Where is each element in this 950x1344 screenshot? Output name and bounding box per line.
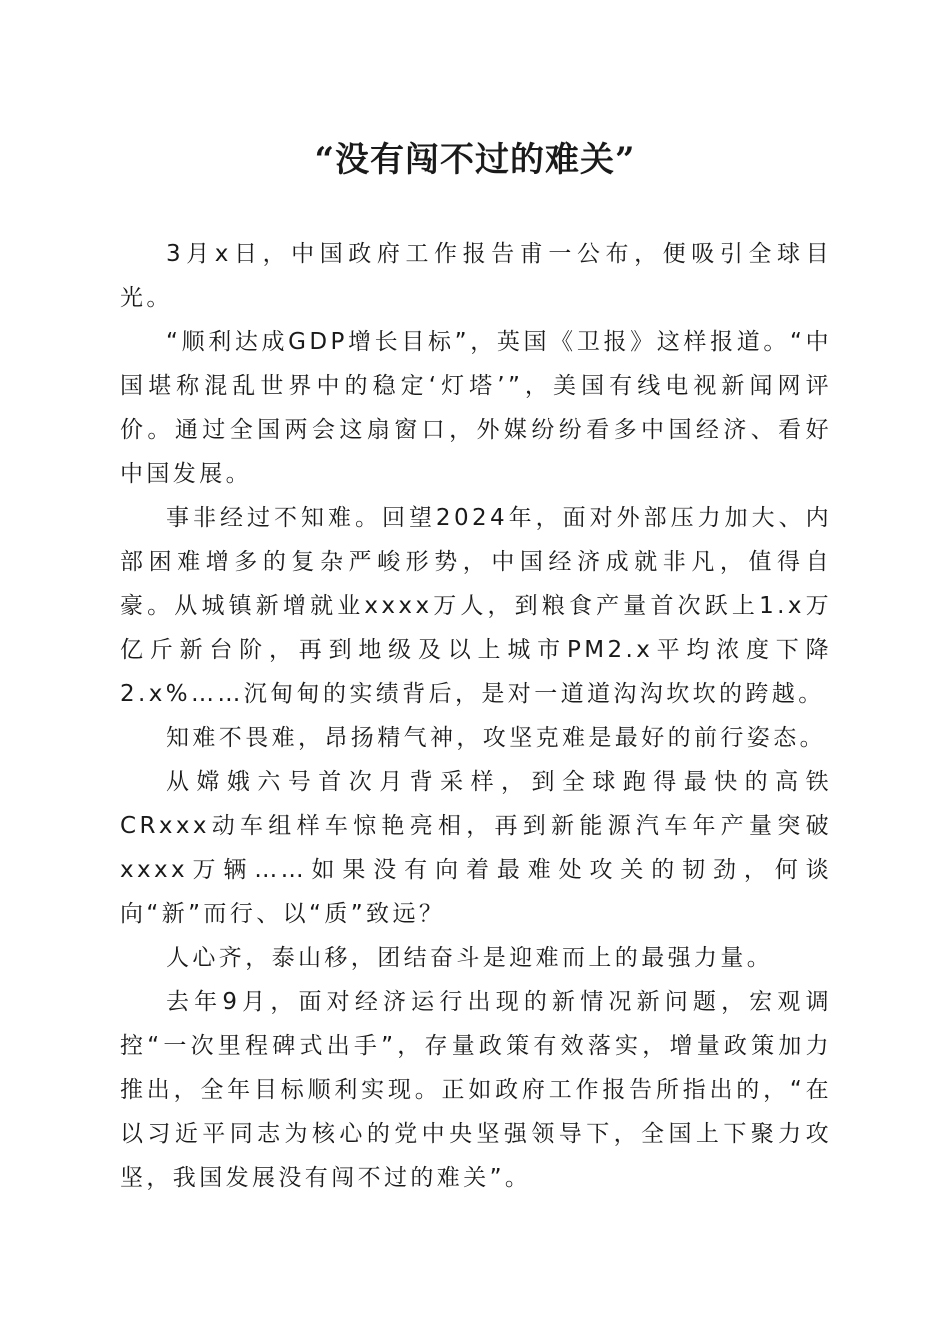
document-title: “没有闯不过的难关” bbox=[314, 140, 636, 180]
paragraph-6: 人心齐，泰山移，团结奋斗是迎难而上的最强力量。 bbox=[166, 945, 774, 971]
document-body bbox=[120, 232, 832, 1200]
paragraph-4: 知难不畏难，昂扬精气神，攻坚克难是最好的前行姿态。 bbox=[166, 725, 826, 751]
paragraph-7: 去年9月，面对经济运行出现的新情况新问题，宏观调控“一次里程碑式出手”，存量政策有效落实，增量政策加力推出，全年目标顺利实现。正如政府工作报告所指出的，“在以习近平同志为核心的党中央坚强领导下，全国上下聚力攻坚，我国发展没有闯不过的难关”。 bbox=[120, 989, 832, 1191]
paragraph-5: 从嫦娥六号首次月背采样，到全球跑得最快的高铁CRxxx动车组样车惊艳亮相，再到新能源汽车年产量突破xxxx万辆……如果没有向着最难处攻关的韧劲，何谈向“新”而行、以“质”致远？ bbox=[120, 769, 832, 927]
paragraph-2: “顺利达成GDP增长目标”，英国《卫报》这样报道。“中国堪称混乱世界中的稳定‘灯塔’”，美国有线电视新闻网评价。通过全国两会这扇窗口，外媒纷纷看多中国经济、看好中国发展。 bbox=[120, 329, 832, 487]
paragraph-1: 3月x日，中国政府工作报告甫一公布，便吸引全球目光。 bbox=[120, 241, 832, 311]
paragraph-3: 事非经过不知难。回望2024年，面对外部压力加大、内部困难增多的复杂严峻形势，中国经济成就非凡，值得自豪。从城镇新增就业xxxx万人，到粮食产量首次跃上1.x万亿斤新台阶，再到地级及以上城市PM2.x平均浓度下降2.x%……沉甸甸的实绩背后，是对一道道沟沟坎坎的跨越。 bbox=[120, 505, 832, 707]
